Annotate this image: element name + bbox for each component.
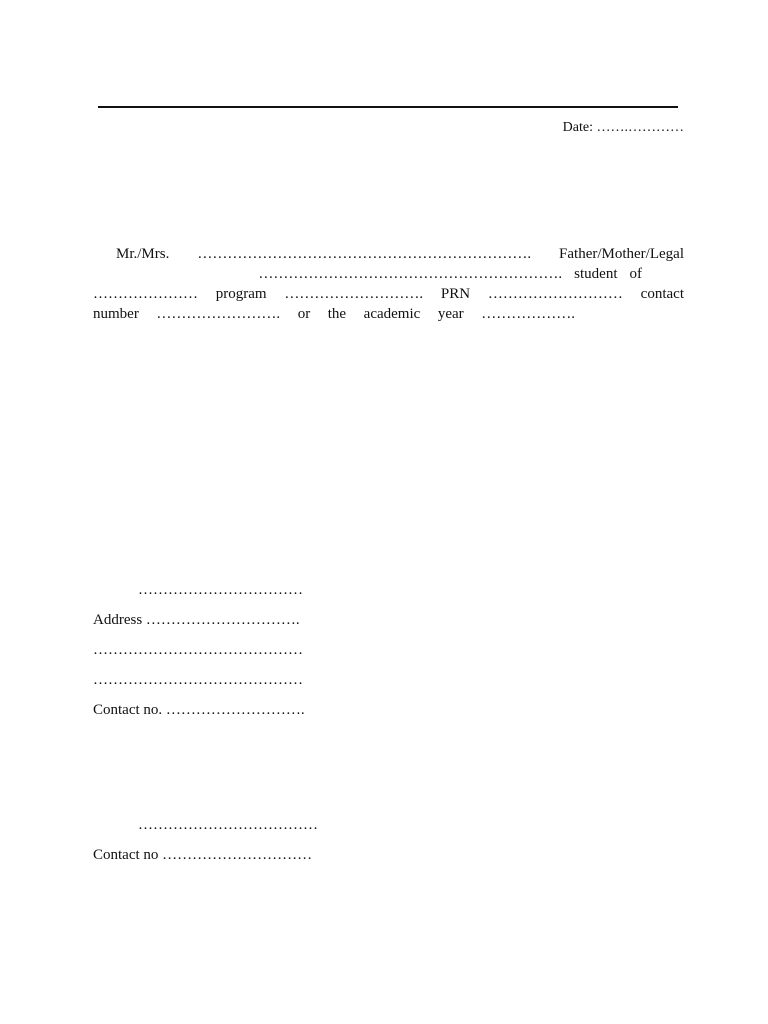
paragraph-line-1 [93,244,684,264]
number-text: number [93,306,139,322]
the-text: the [327,306,347,322]
address-line-3: …………………………………… [93,672,303,688]
salutation-text: Mr./Mrs. [116,246,170,262]
parent-name-blank: …………………………………………………………. [197,246,532,262]
paragraph-line-3 [93,284,684,304]
address-row [93,605,305,635]
parent-contact-row [93,695,305,725]
parent-contact-label: Contact no. [93,702,163,718]
student-contact-row [93,840,318,870]
student-signature-block [93,810,318,870]
paragraph-line-4 [93,304,575,324]
student-name-blank: ……………………………………………………. [258,266,563,282]
address-line-2: …………………………………… [93,642,303,658]
year-text: year [437,306,464,322]
date-field [563,120,684,136]
student-text: student [574,266,618,282]
prn-blank: ……………………… [487,286,623,302]
academic-year-blank: ………………. [481,306,575,322]
date-blank: …….………… [596,120,684,135]
declaration-paragraph [93,244,684,324]
program-blank: ………………… [93,286,198,302]
contact-text: contact [640,286,684,302]
program-text: program [215,286,267,302]
or-text: or [297,306,311,322]
parent-signature-block [93,575,305,725]
program-blank-2: ………………………. [284,286,424,302]
paragraph-line-2 [93,264,684,284]
header-rule [98,106,678,108]
student-contact-blank: ………………………… [162,847,313,863]
address-blank: …………………………. [145,612,300,628]
parent-signature-blank: …………………………… [138,582,303,598]
relation-text: Father/Mother/Legal [559,246,684,262]
academic-text: academic [363,306,421,322]
address-label: Address [93,612,143,628]
parent-contact-blank: ………………………. [165,702,305,718]
of-text: of [629,266,642,282]
student-contact-label: Contact no [93,847,159,863]
contact-number-blank: ……………………. [156,306,281,322]
student-signature-blank: ……………………………… [138,817,318,833]
prn-text: PRN [440,286,471,302]
date-label: Date: [562,120,593,135]
